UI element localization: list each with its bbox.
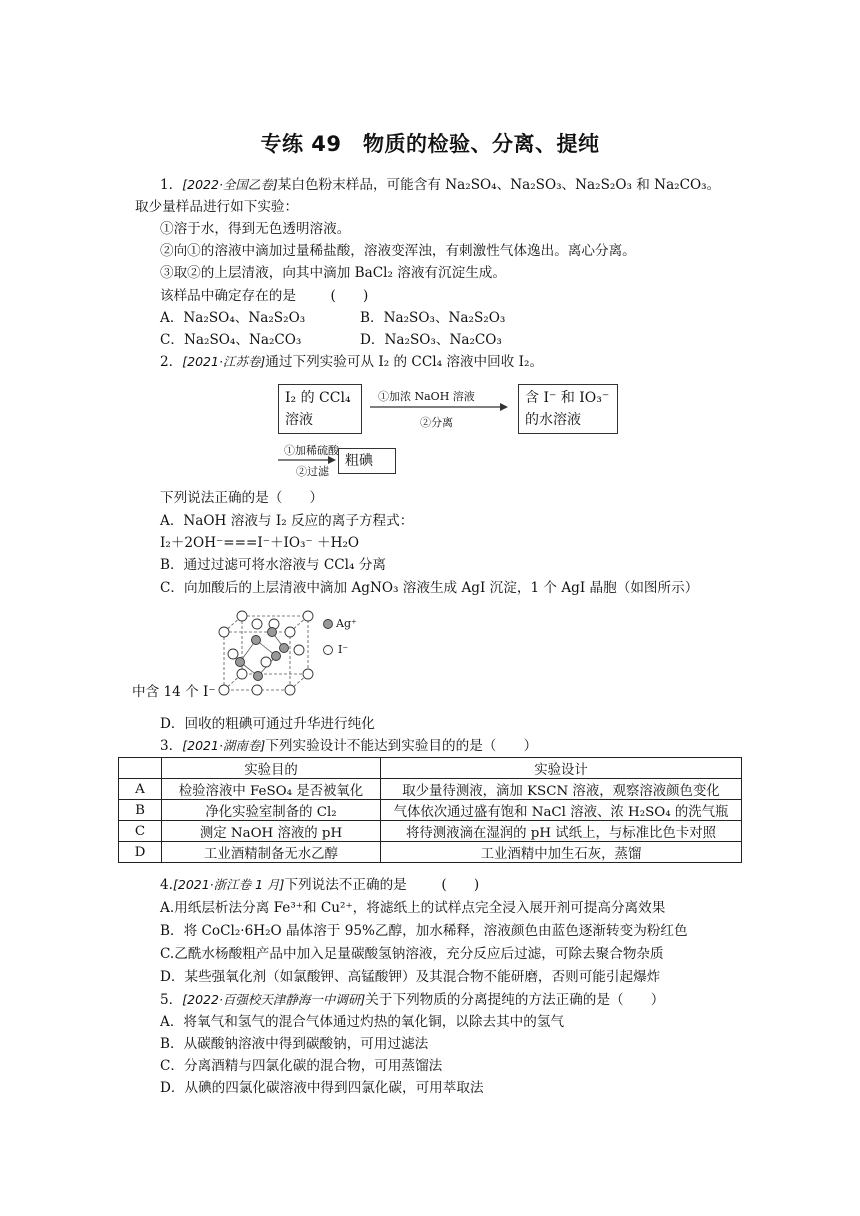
q1-option-c[interactable]: C．Na₂SO₄、Na₂CO₃ bbox=[160, 332, 302, 348]
q1-option-d[interactable]: D．Na₂SO₃、Na₂CO₃ bbox=[360, 332, 502, 348]
flow-box-start-line2: 溶液 bbox=[285, 412, 313, 428]
flow-box-start-line1: I₂ 的 CCl₄ bbox=[285, 390, 351, 406]
table-row[interactable] bbox=[119, 800, 742, 821]
table-cell-purpose: 测定 NaOH 溶液的 pH bbox=[162, 821, 381, 842]
table-header-row bbox=[119, 758, 742, 779]
q3-stem bbox=[160, 736, 537, 756]
table-cell-design: 气体依次通过盛有饱和 NaCl 溶液、浓 H₂SO₄ 的洗气瓶 bbox=[381, 800, 742, 821]
table-header-cell: 实验设计 bbox=[381, 758, 742, 779]
table-cell-option: C bbox=[119, 821, 162, 842]
flow-arrow1-top-label: ①加浓 NaOH 溶液 bbox=[378, 390, 475, 403]
flow-box-middle-line1: 含 I⁻ 和 IO₃⁻ bbox=[525, 390, 610, 406]
q2-option-d[interactable]: D．回收的粗碘可通过升华进行纯化 bbox=[160, 716, 375, 732]
q2-option-c[interactable]: C．向加酸后的上层清液中滴加 AgNO₃ 溶液生成 AgI 沉淀，1 个 AgI 晶胞（如图所示） bbox=[160, 580, 699, 596]
q4-stem-text: 下列说法不正确的是 bbox=[284, 877, 407, 893]
q2-number: 2． bbox=[160, 354, 183, 370]
table-header-cell bbox=[119, 758, 162, 779]
q1-answer-blank: ( ) bbox=[330, 288, 369, 304]
q5-option-b[interactable]: B．从碳酸钠溶液中得到碳酸钠，可用过滤法 bbox=[160, 1036, 429, 1052]
flow-arrow2 bbox=[278, 453, 338, 467]
q5-option-a[interactable]: A．将氧气和氢气的混合气体通过灼热的氧化铜，以除去其中的氢气 bbox=[160, 1014, 565, 1030]
q1-stem-cont: 取少量样品进行如下实验： bbox=[135, 199, 299, 215]
flow-box-middle bbox=[518, 384, 618, 434]
q1-step-1: ①溶于水，得到无色透明溶液。 bbox=[160, 221, 351, 237]
agi-unit-cell-figure bbox=[210, 610, 360, 698]
q2-stem bbox=[160, 352, 543, 372]
legend-ag-label: Ag⁺ bbox=[336, 617, 357, 630]
q4-source: [2021·浙江卷 1 月] bbox=[172, 877, 285, 892]
q2-stem-text: 通过下列实验可从 I₂ 的 CCl₄ 溶液中回收 I₂。 bbox=[265, 354, 544, 370]
q2-option-b[interactable]: B．通过过滤可将水溶液与 CCl₄ 分离 bbox=[160, 557, 386, 573]
q4-stem bbox=[160, 875, 479, 895]
flow-arrow2-bottom-label: ②过滤 bbox=[296, 465, 329, 478]
q3-stem-text: 下列实验设计不能达到实验目的的是（ ） bbox=[265, 738, 538, 754]
q5-stem-text: 关于下列物质的分离提纯的方法正确的是（ ） bbox=[365, 992, 665, 1008]
q1-step-2: ②向①的溶液中滴加过量稀盐酸，溶液变浑浊，有刺激性气体逸出。离心分离。 bbox=[160, 243, 636, 259]
q2-option-c-cont: 中含 14 个 I⁻ bbox=[132, 684, 216, 700]
table-cell-option: B bbox=[119, 800, 162, 821]
q1-option-b[interactable]: B．Na₂SO₃、Na₂S₂O₃ bbox=[360, 310, 506, 326]
q3-number: 3． bbox=[160, 738, 183, 754]
table-row[interactable] bbox=[119, 779, 742, 800]
q5-option-d[interactable]: D．从碘的四氯化碳溶液中得到四氯化碳，可用萃取法 bbox=[160, 1080, 484, 1096]
q4-option-d[interactable]: D．某些强氧化剂（如氯酸钾、高锰酸钾）及其混合物不能研磨，否则可能引起爆炸 bbox=[160, 969, 661, 985]
table-row[interactable] bbox=[119, 821, 742, 842]
q4-option-b[interactable]: B．将 CoCl₂·6H₂O 晶体溶于 95%乙醇，加水稀释，溶液颜色由蓝色逐渐转变为粉红色 bbox=[160, 923, 688, 939]
table-cell-option: A bbox=[119, 779, 162, 800]
q2-question: 下列说法正确的是（ ） bbox=[160, 490, 324, 506]
table-cell-design: 工业酒精中加生石灰，蒸馏 bbox=[381, 842, 742, 863]
table-cell-purpose: 净化实验室制备的 Cl₂ bbox=[162, 800, 381, 821]
flow-arrow1-bottom-label: ②分离 bbox=[420, 416, 453, 429]
q1-number: 1． bbox=[160, 177, 183, 193]
q5-number: 5． bbox=[160, 992, 183, 1008]
q4-number: 4. bbox=[160, 877, 173, 893]
table-header-cell: 实验目的 bbox=[162, 758, 381, 779]
q2-source: [2021·江苏卷] bbox=[182, 354, 266, 369]
table-row[interactable] bbox=[119, 842, 742, 863]
q2-option-a-equation: I₂＋2OH⁻===I⁻＋IO₃⁻ ＋H₂O bbox=[160, 535, 360, 551]
table-cell-purpose: 工业酒精制备无水乙醇 bbox=[162, 842, 381, 863]
flow-arrow2-top-label: ①加稀硫酸 bbox=[284, 444, 339, 457]
table-cell-option: D bbox=[119, 842, 162, 863]
q2-flow-diagram bbox=[278, 382, 618, 478]
q1-stem-text: 某白色粉末样品，可能含有 Na₂SO₄、Na₂SO₃、Na₂S₂O₃ 和 Na₂CO₃。 bbox=[277, 177, 721, 193]
q1-step-3: ③取②的上层清液，向其中滴加 BaCl₂ 溶液有沉淀生成。 bbox=[160, 265, 506, 281]
q1-source: [2022·全国乙卷] bbox=[182, 177, 278, 192]
table-cell-purpose: 检验溶液中 FeSO₄ 是否被氧化 bbox=[162, 779, 381, 800]
q1-options-cd bbox=[160, 330, 502, 350]
q4-answer-blank: ( ) bbox=[441, 877, 480, 893]
flow-box-middle-line2: 的水溶液 bbox=[525, 412, 581, 428]
q5-option-c[interactable]: C．分离酒精与四氯化碳的混合物，可用蒸馏法 bbox=[160, 1058, 443, 1074]
table-cell-design: 取少量待测液，滴加 KSCN 溶液，观察溶液颜色变化 bbox=[381, 779, 742, 800]
page-title: 专练 49 物质的检验、分离、提纯 bbox=[260, 132, 600, 156]
q3-table bbox=[118, 757, 742, 863]
q5-stem bbox=[160, 990, 664, 1010]
q1-question bbox=[160, 286, 368, 306]
q2-option-a[interactable]: A．NaOH 溶液与 I₂ 反应的离子方程式： bbox=[160, 513, 414, 529]
q5-source: [2022·百强校天津静海一中调研] bbox=[182, 992, 366, 1007]
q1-stem bbox=[160, 175, 720, 195]
flow-box-start bbox=[278, 384, 362, 434]
q1-option-a[interactable]: A．Na₂SO₄、Na₂S₂O₃ bbox=[160, 310, 306, 326]
flow-box-end: 粗碘 bbox=[338, 448, 396, 474]
q1-ask: 该样品中确定存在的是 bbox=[160, 288, 296, 304]
q4-option-a[interactable]: A.用纸层析法分离 Fe³⁺和 Cu²⁺，将滤纸上的试样点完全浸入展开剂可提高分离效果 bbox=[160, 900, 666, 916]
flow-arrow1 bbox=[370, 400, 510, 414]
q3-source: [2021·湖南卷] bbox=[182, 738, 266, 753]
table-cell-design: 将待测液滴在湿润的 pH 试纸上，与标准比色卡对照 bbox=[381, 821, 742, 842]
legend-i-label: I⁻ bbox=[338, 643, 349, 656]
q1-options-ab bbox=[160, 308, 505, 328]
q4-option-c[interactable]: C.乙酰水杨酸粗产品中加入足量碳酸氢钠溶液，充分反应后过滤，可除去聚合物杂质 bbox=[160, 946, 664, 962]
